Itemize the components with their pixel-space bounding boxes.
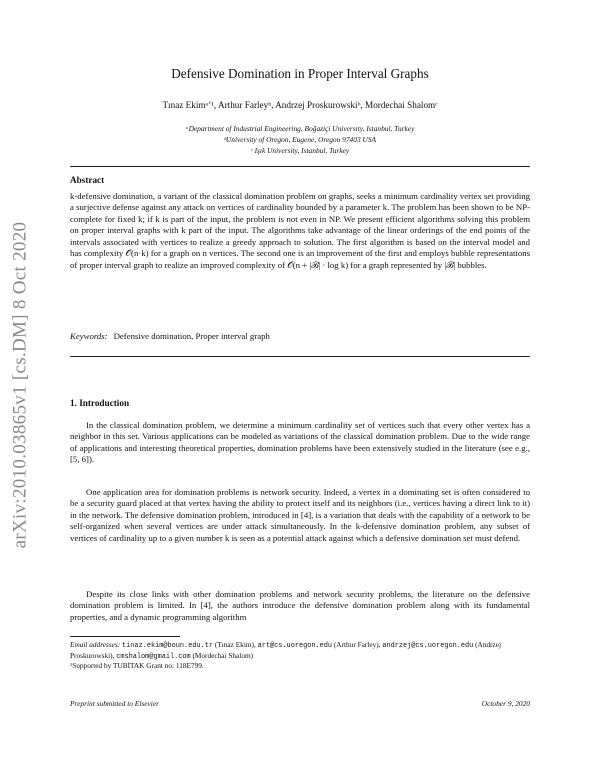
email-address[interactable]: tinaz.ekim@boun.edu.tr: [122, 642, 214, 650]
keywords-text: Defensive domination, Proper interval graph: [113, 331, 270, 341]
email-label: Email addresses:: [70, 640, 121, 649]
affiliation-b: ᵇUniversity of Oregon, Eugene, Oregon 97403 USA: [223, 135, 377, 145]
paper-title: Defensive Domination in Proper Interval Graphs: [171, 66, 429, 81]
email-owner: (Mordechai Shalom): [192, 651, 254, 661]
keywords: [70, 331, 270, 341]
footer-left: Preprint submitted to Elsevier: [70, 699, 160, 708]
intro-paragraph-1: In the classical domination problem, we determine a minimum cardinality set of vertices such that every other vertex has a neighbor in this set. Various applications can be modeled as variations of the classical domination problem. Due to the wide range of applications and interesting theoretical properties, domination problems have been extensively studied in the literature (see e.g., [5, 6]).: [70, 420, 530, 465]
abstract-heading: Abstract: [70, 175, 105, 185]
email-address[interactable]: andrzej@cs.uoregon.edu: [382, 642, 474, 650]
footnote-rule: [70, 636, 180, 637]
intro-paragraph-2: One application area for domination problems is network security. Indeed, a vertex in a dominating set is often considered to be a security guard placed at that vertex having the ability to protect itself and its neighbors (i.e., vertices having a direct link to it) in the network. The defensive domination problem, introduced in [4], is a variation that deals with the capability of a network to be self-organized when several vertices are under attack simultaneously. In the k-defensive domination problem, any subset of vertices of cardinality up to a given number k is seen as a potential attack against which a defensive domination set must defend.: [70, 487, 530, 543]
email-footnote: [70, 640, 530, 663]
support-footnote: ¹Supported by TUBİTAK Grant no: 118E799.: [70, 661, 204, 670]
author-list: Tınaz Ekimᵃʼ¹, Arthur Farleyᵇ, Andrzej Proskurowskiᵇ, Mordechai Shalomᶜ: [162, 100, 438, 110]
abstract-text: k-defensive domination, a variant of the classical domination problem on graphs, seeks a minimum cardinality vertex set providing a surjective defense against any attack on vertices of cardinality bounded by a parameter k. The problem has been shown to be NP-complete for fixed k; if k is part of the input, the problem is not even in NP. We present efficient algorithms solving this problem on proper interval graphs with k part of the input. The algorithms take advantage of the linear orderings of the end points of the intervals associated with vertices to realize a greedy approach to solution. The first algorithm is based on the interval model and has complexity 𝒪(n·k) for a graph on n vertices. The second one is an improvement of the first and employs bubble representations of proper interval graph to realize an improved complexity of 𝒪(n + |ℬ| · log k) for a graph represented by |ℬ| bubbles.: [70, 191, 530, 270]
section-heading: 1. Introduction: [70, 398, 130, 408]
email-owner: (Andrzej Proskurowski),: [70, 640, 502, 661]
affiliation-c: ᶜ Işık University, Istanbul, Turkey: [250, 146, 350, 156]
email-address[interactable]: cmshalom@gmail.com: [116, 653, 191, 662]
footer-date: October 9, 2020: [481, 699, 530, 708]
email-address[interactable]: art@cs.uoregon.edu: [257, 642, 333, 650]
keywords-label: Keywords:: [70, 331, 108, 341]
affiliations: [60, 123, 540, 157]
bottom-rule: [70, 356, 530, 357]
top-rule: [70, 166, 530, 167]
affiliation-a: ᵃDepartment of Industrial Engineering, Boğaziçi University, Istanbul, Turkey: [185, 124, 415, 133]
arxiv-stamp: [2, 160, 38, 610]
intro-paragraph-3: Despite its close links with other domination problems and network security problems, the literature on the defensive domination problem is limited. In [4], the authors introduce the defensive domination problem along with its fundamental properties, and a dynamic programming algorithm: [70, 589, 530, 622]
arxiv-stamp-text: arXiv:2010.03865v1 [cs.DM] 8 Oct 2020: [9, 221, 31, 549]
email-owner: (Arthur Farley),: [333, 640, 381, 649]
page-footer: [70, 699, 530, 708]
email-owner: (Tınaz Ekim),: [214, 640, 256, 649]
